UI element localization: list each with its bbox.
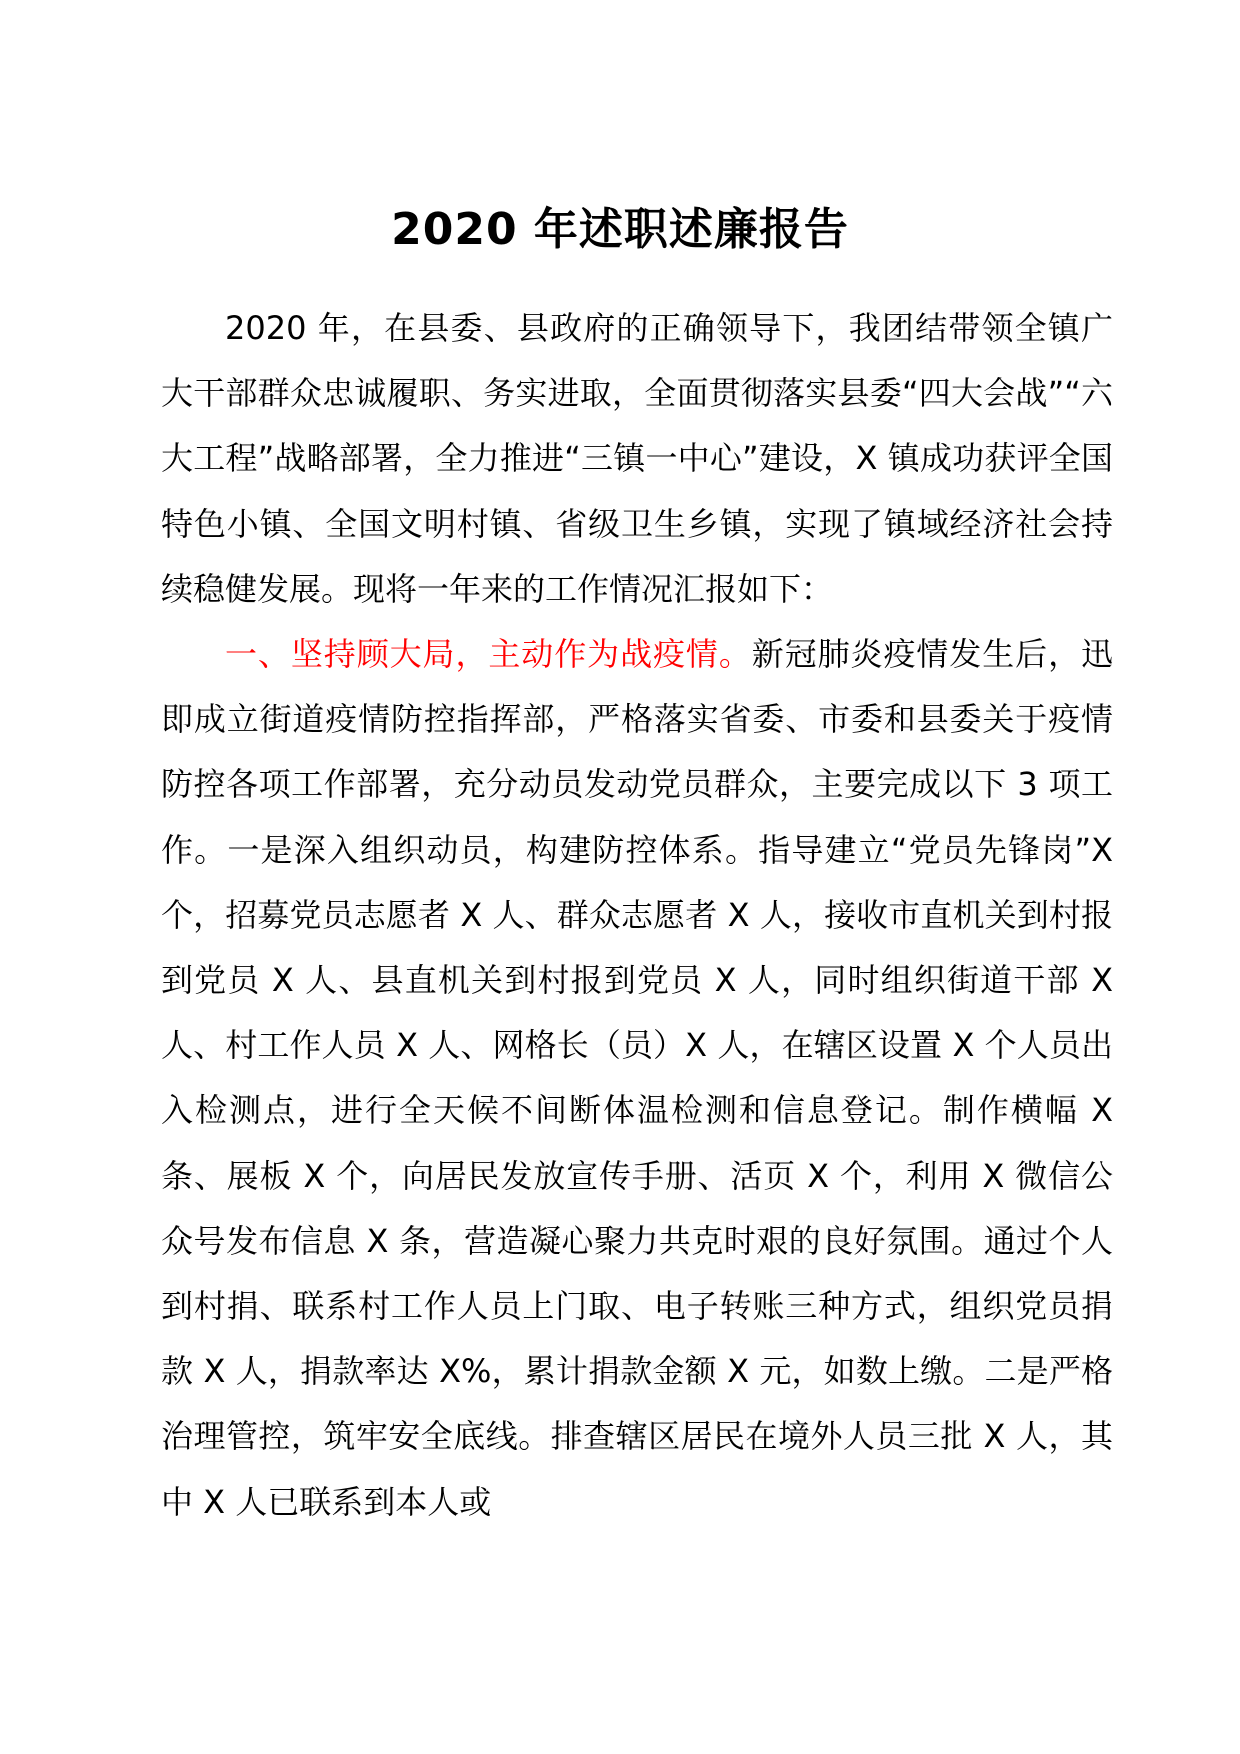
section-one-text: 新冠肺炎疫情发生后，迅即成立街道疫情防控指挥部，严格落实省委、市委和县委关于疫情防控各项工作部署，充分动员发动党员群众，主要完成以下 3 项工作。一是深入组织动员，构建防控体系。指导建立“党员先锋岗”X 个，招募党员志愿者 X 人、群众志愿者 X 人，接收市直机关到村报到党员 X 人、县直机关到村报到党员 X 人，同时组织街道干部 X 人、村工作人员 X 人、网格长（员）X 人，在辖区设置 X 个人员出入检测点，进行全天候不间断体温检测和信息登记。制作横幅 X 条、展板 X 个，向居民发放宣传手册、活页 X 个，利用 X 微信公众号发布信息 X 条，营造凝心聚力共克时艰的良好氛围。通过个人到村捐、联系村工作人员上门取、电子转账三种方式，组织党员捐款 X 人，捐款率达 X%，累计捐款金额 X 元，如数上缴。二是严格治理管控，筑牢安全底线。排查辖区居民在境外人员三批 X 人，其中 X 人已联系到本人或 — [161, 635, 1113, 1521]
intro-paragraph-text: 2020 年，在县委、县政府的正确领导下，我团结带领全镇广大干部群众忠诚履职、务实进取，全面贯彻落实县委“四大会战”“六大工程”战略部署，全力推进“三镇一中心”建设，X 镇成功获评全国特色小镇、全国文明村镇、省级卫生乡镇，实现了镇域经济社会持续稳健发展。现将一年来的工作情况汇报如下： — [161, 309, 1113, 608]
section-one-paragraph — [161, 622, 1113, 1535]
section-one-heading: 一、坚持顾大局，主动作为战疫情。 — [225, 635, 752, 674]
document-title: 2020 年述职述廉报告 — [391, 204, 849, 255]
intro-paragraph — [161, 296, 1113, 622]
document-body — [161, 296, 1113, 1535]
